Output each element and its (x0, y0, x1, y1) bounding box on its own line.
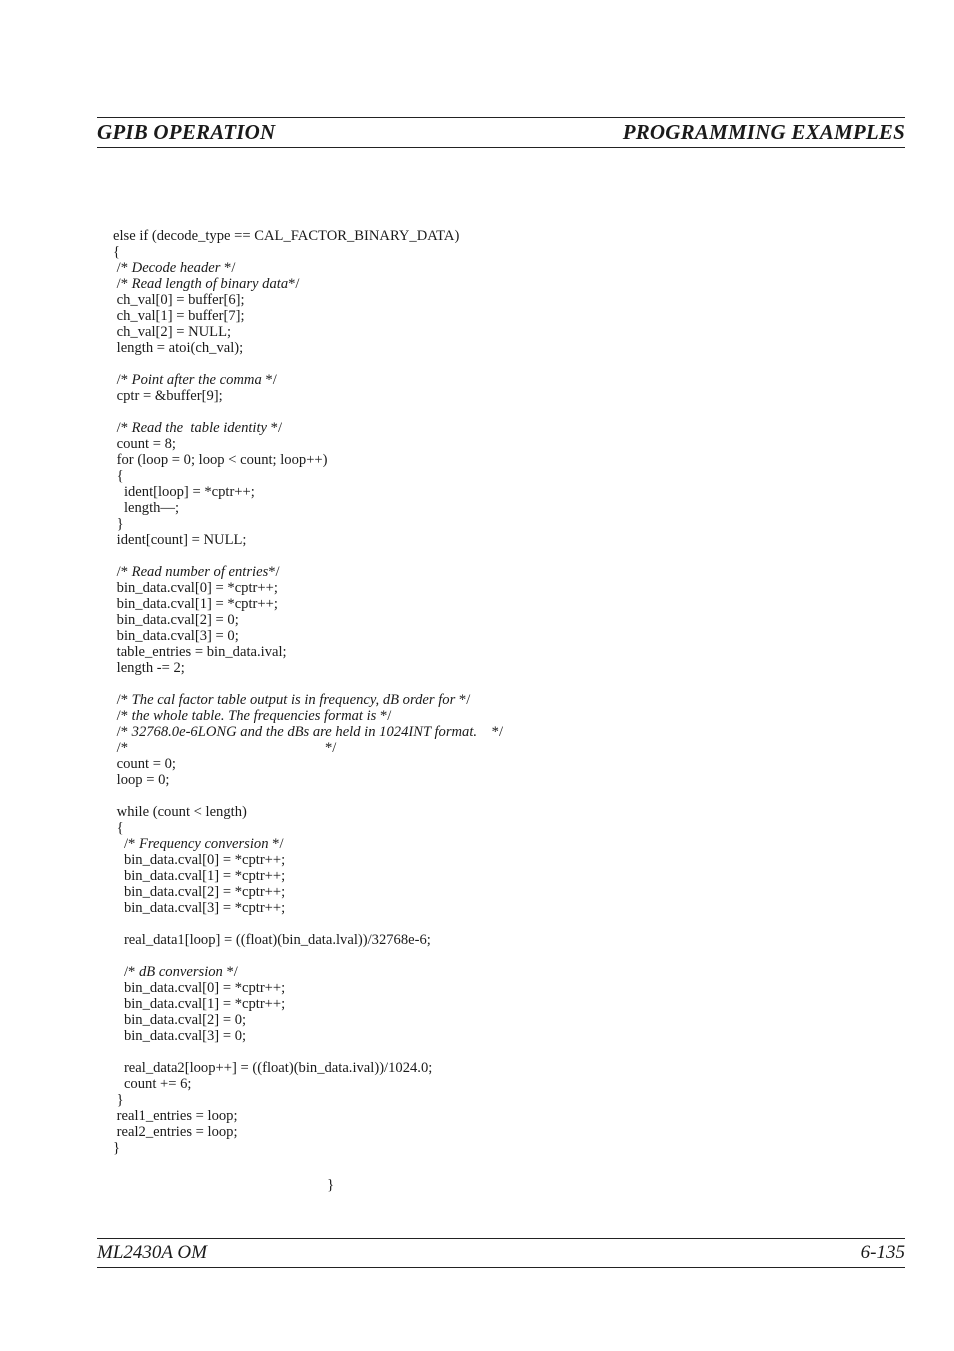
code-text: /* (113, 692, 132, 708)
code-line (113, 788, 503, 804)
code-text: /* (113, 836, 139, 852)
code-line (113, 532, 503, 548)
code-text: bin_data.cval[3] = 0; (113, 1028, 247, 1044)
code-line (113, 1060, 503, 1076)
code-text: */ (268, 564, 280, 580)
code-line (113, 356, 503, 372)
code-text: table_entries = bin_data.ival; (113, 644, 287, 660)
code-line (113, 1076, 503, 1092)
code-text: count += 6; (113, 1076, 192, 1092)
code-comment: Frequency conversion (138, 836, 269, 852)
code-comment: the whole table. The frequencies format is (131, 708, 377, 724)
code-text: ident[count] = NULL; (113, 532, 247, 548)
code-text: count = 0; (113, 756, 176, 772)
code-line (113, 548, 503, 564)
code-text: ch_val[1] = buffer[7]; (113, 308, 245, 324)
code-text: real_data2[loop++] = ((float)(bin_data.ival))/1024.0; (113, 1060, 433, 1076)
code-comment: The cal factor table output is in frequency, dB order for (131, 692, 456, 708)
code-text: /* (113, 964, 139, 980)
code-text: for (loop = 0; loop < count; loop++) (113, 452, 328, 468)
code-text: bin_data.cval[2] = 0; (113, 612, 239, 628)
code-line (113, 836, 503, 852)
code-comment: Decode header (131, 260, 221, 276)
code-comment: Point after the comma (131, 372, 262, 388)
page-number: 6-135 (860, 1242, 905, 1263)
code-line (113, 1044, 503, 1060)
code-line (113, 276, 503, 292)
code-text: length—; (113, 500, 180, 516)
code-line (113, 324, 503, 340)
code-text: while (count < length) (113, 804, 247, 820)
code-text: bin_data.cval[0] = *cptr++; (113, 980, 286, 996)
code-text: */ (222, 964, 238, 980)
code-line (113, 740, 503, 756)
code-line (113, 884, 503, 900)
code-line (113, 1012, 503, 1028)
code-text: { (113, 468, 124, 484)
code-text: else if (decode_type == CAL_FACTOR_BINARY_DATA) (113, 228, 460, 244)
page-header (97, 117, 905, 148)
code-text: bin_data.cval[0] = *cptr++; (113, 580, 278, 596)
code-line (113, 292, 503, 308)
code-line (113, 372, 503, 388)
code-line (113, 996, 503, 1012)
code-text: real1_entries = loop; (113, 1108, 238, 1124)
code-line (113, 932, 503, 948)
code-text: cptr = &buffer[9]; (113, 388, 223, 404)
code-text: /* (113, 276, 132, 292)
code-line (113, 868, 503, 884)
code-text: ch_val[0] = buffer[6]; (113, 292, 245, 308)
code-text: */ (268, 836, 284, 852)
code-line (113, 596, 503, 612)
code-comment: 32768.0e-6LONG and the dBs are held in 1024INT format. (131, 724, 478, 740)
header-chapter-title: PROGRAMMING EXAMPLES (622, 120, 905, 144)
code-text: /* (113, 260, 132, 276)
code-text: /* */ (113, 740, 337, 756)
code-text: /* (113, 564, 132, 580)
code-text: } (113, 516, 124, 532)
code-text: */ (455, 692, 471, 708)
code-line (113, 612, 503, 628)
code-text: ident[loop] = *cptr++; (113, 484, 255, 500)
code-text: bin_data.cval[3] = *cptr++; (113, 900, 286, 916)
code-text: */ (376, 708, 392, 724)
code-line (113, 820, 503, 836)
code-line (113, 660, 503, 676)
code-line (113, 852, 503, 868)
document-id: ML2430A OM (97, 1242, 207, 1263)
code-text: real_data1[loop] = ((float)(bin_data.lval))/32768e-6; (113, 932, 431, 948)
code-line (113, 772, 503, 788)
code-line (113, 388, 503, 404)
code-text: */ (288, 276, 300, 292)
code-comment: Read number of entries (131, 564, 269, 580)
code-line (113, 308, 503, 324)
code-line (113, 340, 503, 356)
code-line (113, 500, 503, 516)
code-text: bin_data.cval[0] = *cptr++; (113, 852, 286, 868)
code-text: bin_data.cval[3] = 0; (113, 628, 239, 644)
code-line (113, 516, 503, 532)
code-text: bin_data.cval[2] = 0; (113, 1012, 247, 1028)
code-line (113, 964, 503, 980)
code-line (113, 468, 503, 484)
code-line (113, 1124, 503, 1140)
code-text: /* (113, 724, 132, 740)
code-line (113, 1108, 503, 1124)
code-comment: Read length of binary data (131, 276, 289, 292)
code-text: /* (113, 372, 132, 388)
code-text: bin_data.cval[2] = *cptr++; (113, 884, 286, 900)
code-text: */ (261, 372, 277, 388)
code-listing (113, 228, 503, 1156)
code-text: real2_entries = loop; (113, 1124, 238, 1140)
code-line (113, 484, 503, 500)
code-text: /* (113, 420, 132, 436)
code-line (113, 948, 503, 964)
code-line (113, 404, 503, 420)
code-line (113, 452, 503, 468)
code-line (113, 980, 503, 996)
code-line (113, 1028, 503, 1044)
code-line (113, 724, 503, 740)
code-line (113, 644, 503, 660)
code-comment: Read the table identity (131, 420, 268, 436)
code-line (113, 916, 503, 932)
code-text: length = atoi(ch_val); (113, 340, 244, 356)
header-section-title: GPIB OPERATION (97, 120, 276, 144)
code-text: } (113, 1140, 121, 1156)
code-text: bin_data.cval[1] = *cptr++; (113, 596, 278, 612)
code-text: */ (477, 724, 503, 740)
code-text: /* (113, 708, 132, 724)
code-line (113, 756, 503, 772)
code-line (113, 260, 503, 276)
code-comment: dB conversion (138, 964, 223, 980)
code-text: loop = 0; (113, 772, 170, 788)
code-text: bin_data.cval[1] = *cptr++; (113, 868, 286, 884)
code-line (113, 900, 503, 916)
code-text: { (113, 820, 124, 836)
code-line (113, 580, 503, 596)
code-line (113, 692, 503, 708)
closing-brace: } (327, 1177, 335, 1193)
code-line (113, 1140, 503, 1156)
code-text: */ (220, 260, 236, 276)
code-text: */ (267, 420, 283, 436)
code-line (113, 228, 503, 244)
code-text: bin_data.cval[1] = *cptr++; (113, 996, 286, 1012)
code-line (113, 708, 503, 724)
code-line (113, 420, 503, 436)
code-line (113, 244, 503, 260)
code-line (113, 676, 503, 692)
code-text: { (113, 244, 121, 260)
code-text: } (113, 1092, 124, 1108)
code-line (113, 436, 503, 452)
code-line (113, 1092, 503, 1108)
code-text: count = 8; (113, 436, 176, 452)
code-line (113, 564, 503, 580)
code-line (113, 804, 503, 820)
code-text: ch_val[2] = NULL; (113, 324, 232, 340)
code-line (113, 628, 503, 644)
page-footer (97, 1238, 905, 1268)
code-text: length -= 2; (113, 660, 185, 676)
